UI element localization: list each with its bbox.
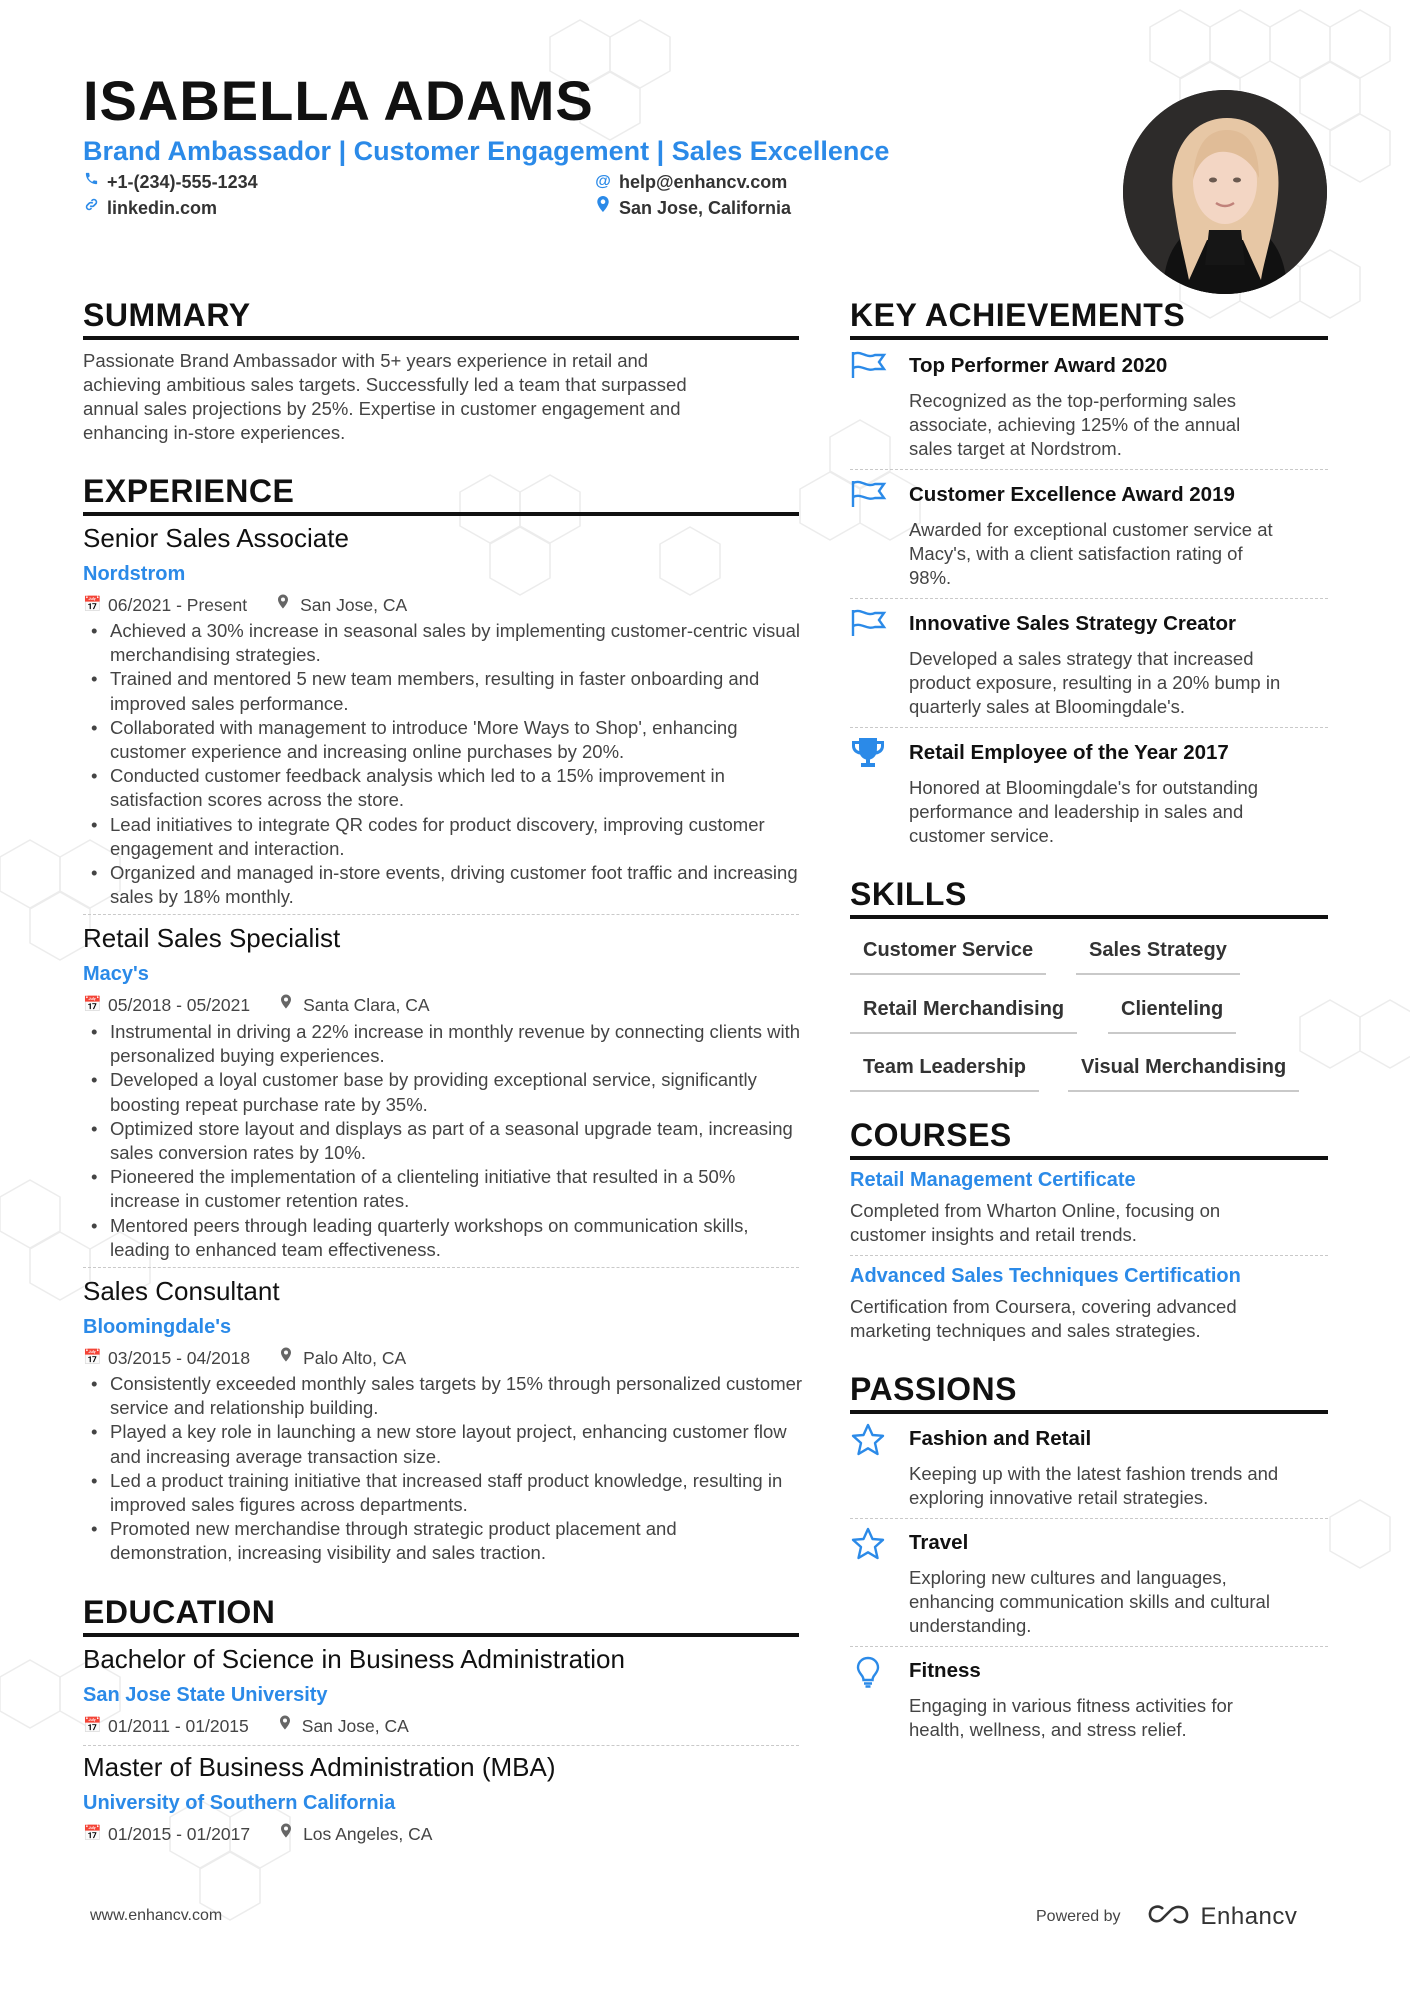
- at-sign-icon: @: [595, 173, 611, 190]
- calendar-icon: 📅: [83, 1717, 102, 1734]
- passion-title: Fitness: [909, 1659, 981, 1682]
- phone-text: +1-(234)-555-1234: [107, 172, 258, 192]
- job-location: Palo Alto, CA: [303, 1348, 407, 1368]
- location-pin-icon: [278, 994, 294, 1016]
- candidate-name: ISABELLA ADAMS: [83, 69, 594, 132]
- achievement-separator: [850, 469, 1328, 470]
- job-bullet: • Optimized store layout and displays as part of a seasonal upgrade team, increasing sales conversion rates by 10%.: [83, 1117, 803, 1165]
- location-pin-icon: [275, 594, 291, 616]
- calendar-icon: 📅: [83, 596, 102, 613]
- achievement-description: [909, 389, 1339, 461]
- linkedin-text: linkedin.com: [107, 198, 218, 218]
- experience-divider: [83, 512, 799, 516]
- candidate-subtitle: Brand Ambassador | Customer Engagement | Sales Excellence: [83, 136, 890, 166]
- passion-line: Keeping up with the latest fashion trends and: [909, 1463, 1279, 1484]
- achievements-heading: KEY ACHIEVEMENTS: [850, 297, 1186, 333]
- achievement-line: associate, achieving 125% of the annual: [909, 414, 1241, 435]
- course-line: customer insights and retail trends.: [850, 1224, 1137, 1245]
- job-bullet: • Promoted new merchandise through strategic product placement and demonstration, increasing visibility and sales traction.: [83, 1517, 803, 1565]
- powered-by-label: Powered by: [1036, 1908, 1121, 1925]
- passion-title: Travel: [909, 1531, 969, 1554]
- achievement-title: Top Performer Award 2020: [909, 354, 1168, 377]
- job-title: Retail Sales Specialist: [83, 923, 341, 953]
- job-meta: [83, 994, 430, 1016]
- job-meta: [83, 594, 407, 616]
- location-pin-icon: [277, 1715, 293, 1737]
- education-location: San Jose, CA: [301, 1716, 409, 1736]
- experience-heading: EXPERIENCE: [83, 473, 295, 509]
- education-location: Los Angeles, CA: [303, 1824, 433, 1844]
- location-text: San Jose, California: [619, 198, 792, 218]
- achievement-title: Retail Employee of the Year 2017: [909, 741, 1229, 764]
- job-bullet: • Consistently exceeded monthly sales targets by 15% through personalized customer service and relationship building.: [83, 1372, 803, 1420]
- job-bullet: • Played a key role in launching a new store layout project, enhancing customer flow and increasing average transaction size.: [83, 1420, 803, 1468]
- achievement-description: [909, 518, 1339, 590]
- passions-divider: [850, 1410, 1328, 1414]
- footer-powered-by[interactable]: [1036, 1903, 1297, 1931]
- skill-tag: Customer Service: [850, 937, 1046, 975]
- achievement-title: Customer Excellence Award 2019: [909, 483, 1235, 506]
- achievement-separator: [850, 727, 1328, 728]
- passion-line: Engaging in various fitness activities for: [909, 1695, 1233, 1716]
- location-pin-icon: [595, 196, 611, 220]
- enhancv-logo-icon: [1147, 1904, 1191, 1931]
- flag-icon: [850, 479, 890, 513]
- lightbulb-icon: [850, 1655, 890, 1689]
- summary-text: [83, 349, 803, 445]
- company-name: Bloomingdale's: [83, 1316, 232, 1338]
- job-location: San Jose, CA: [300, 595, 408, 615]
- achievements-divider: [850, 336, 1328, 340]
- link-icon: [83, 196, 99, 220]
- achievement-line: quarterly sales at Bloomingdale's.: [909, 696, 1186, 717]
- job-bullets: [83, 1372, 803, 1566]
- courses-divider: [850, 1156, 1328, 1160]
- passion-description: [909, 1694, 1339, 1742]
- skills-heading: SKILLS: [850, 876, 967, 912]
- achievement-separator: [850, 598, 1328, 599]
- summary-line: achieving ambitious sales targets. Successfully led a team that surpassed: [83, 374, 687, 395]
- achievement-line: product exposure, resulting in a 20% bump in: [909, 672, 1281, 693]
- course-line: Completed from Wharton Online, focusing on: [850, 1200, 1221, 1221]
- star-icon: [850, 1527, 890, 1561]
- passion-separator: [850, 1518, 1328, 1519]
- job-bullet: • Collaborated with management to introduce 'More Ways to Shop', enhancing customer experience and increasing online purchases by 20%.: [83, 716, 803, 764]
- brand-name: Enhancv: [1200, 1903, 1298, 1930]
- calendar-icon: 📅: [83, 996, 102, 1013]
- job-bullet: • Trained and mentored 5 new team members, resulting in faster onboarding and improved sales performance.: [83, 667, 803, 715]
- summary-line: annual sales projections by 25%. Expertise in customer engagement and: [83, 398, 681, 419]
- job-title: Senior Sales Associate: [83, 523, 349, 553]
- education-heading: EDUCATION: [83, 1594, 276, 1630]
- skill-tag: Visual Merchandising: [1068, 1054, 1299, 1092]
- education-meta: [83, 1823, 432, 1845]
- passion-description: [909, 1566, 1339, 1638]
- job-title: Sales Consultant: [83, 1276, 280, 1306]
- job-bullet: • Lead initiatives to integrate QR codes for product discovery, improving customer engagement and interaction.: [83, 813, 803, 861]
- company-name: Nordstrom: [83, 563, 186, 585]
- skill-tag: Sales Strategy: [1076, 937, 1240, 975]
- summary-line: enhancing in-store experiences.: [83, 422, 346, 443]
- achievement-line: Honored at Bloomingdale's for outstanding: [909, 777, 1259, 798]
- achievement-line: Recognized as the top-performing sales: [909, 390, 1237, 411]
- achievement-description: [909, 776, 1339, 848]
- achievement-title: Innovative Sales Strategy Creator: [909, 612, 1236, 635]
- achievement-line: Macy's, with a client satisfaction rating of: [909, 543, 1243, 564]
- achievement-line: Awarded for exceptional customer service at: [909, 519, 1273, 540]
- flag-icon: [850, 350, 890, 384]
- courses-heading: COURSES: [850, 1117, 1012, 1153]
- course-line: Certification from Coursera, covering advanced: [850, 1296, 1237, 1317]
- job-bullets: [83, 619, 803, 909]
- course-title: Advanced Sales Techniques Certification: [850, 1265, 1241, 1287]
- job-meta: [83, 1347, 406, 1369]
- footer-website[interactable]: www.enhancv.com: [90, 1907, 223, 1924]
- passions-heading: PASSIONS: [850, 1371, 1017, 1407]
- company-name: Macy's: [83, 963, 149, 985]
- skill-tag: Clienteling: [1108, 996, 1236, 1034]
- job-bullet: • Organized and managed in-store events, driving customer foot traffic and increasing sales by 18% monthly.: [83, 861, 803, 909]
- achievement-line: sales target at Nordstrom.: [909, 438, 1122, 459]
- job-bullet: • Mentored peers through leading quarterly workshops on communication skills, leading to enhanced team effectiveness.: [83, 1214, 803, 1262]
- passion-description: [909, 1462, 1339, 1510]
- passion-title: Fashion and Retail: [909, 1427, 1092, 1450]
- course-description: [850, 1295, 1330, 1343]
- education-separator: [83, 1745, 799, 1746]
- passion-line: enhancing communication skills and cultural: [909, 1591, 1270, 1612]
- email-text: help@enhancv.com: [619, 172, 788, 192]
- passion-line: understanding.: [909, 1615, 1032, 1636]
- trophy-icon: [850, 736, 890, 770]
- job-separator: [83, 914, 799, 915]
- education-dates: 01/2011 - 01/2015: [108, 1716, 249, 1736]
- profile-photo: [1123, 90, 1327, 294]
- contact-linkedin[interactable]: [83, 196, 217, 220]
- job-bullet: • Developed a loyal customer base by providing exceptional service, significantly boosting repeat purchase rate by 35%.: [83, 1068, 803, 1116]
- calendar-icon: 📅: [83, 1349, 102, 1366]
- passion-line: exploring innovative retail strategies.: [909, 1487, 1209, 1508]
- achievement-description: [909, 647, 1339, 719]
- job-separator: [83, 1267, 799, 1268]
- passion-line: Exploring new cultures and languages,: [909, 1567, 1227, 1588]
- course-title: Retail Management Certificate: [850, 1169, 1136, 1191]
- contact-email[interactable]: [595, 170, 787, 194]
- job-bullet: • Achieved a 30% increase in seasonal sales by implementing customer-centric visual merchandising strategies.: [83, 619, 803, 667]
- achievement-line: 98%.: [909, 567, 952, 588]
- summary-heading: SUMMARY: [83, 297, 251, 333]
- achievement-line: Developed a sales strategy that increased: [909, 648, 1254, 669]
- job-dates: 05/2018 - 05/2021: [108, 995, 251, 1015]
- school-name: San Jose State University: [83, 1684, 328, 1706]
- job-bullets: [83, 1020, 803, 1262]
- location-pin-icon: [278, 1347, 294, 1369]
- job-dates: 06/2021 - Present: [108, 595, 248, 615]
- skills-divider: [850, 915, 1328, 919]
- passion-line: health, wellness, and stress relief.: [909, 1719, 1187, 1740]
- passion-separator: [850, 1646, 1328, 1647]
- job-bullet: • Instrumental in driving a 22% increase in monthly revenue by connecting clients with personalized buying experiences.: [83, 1020, 803, 1068]
- skill-tag: Team Leadership: [850, 1054, 1039, 1092]
- calendar-icon: 📅: [83, 1825, 102, 1842]
- summary-divider: [83, 336, 799, 340]
- school-name: University of Southern California: [83, 1792, 396, 1814]
- achievement-line: customer service.: [909, 825, 1054, 846]
- star-icon: [850, 1423, 890, 1457]
- skill-tag: Retail Merchandising: [850, 996, 1077, 1034]
- course-line: marketing techniques and sales strategies.: [850, 1320, 1201, 1341]
- course-description: [850, 1199, 1330, 1247]
- education-divider: [83, 1633, 799, 1637]
- job-bullet: • Led a product training initiative that increased staff product knowledge, resulting in improved sales figures across departments.: [83, 1469, 803, 1517]
- education-meta: [83, 1715, 409, 1737]
- course-separator: [850, 1255, 1328, 1256]
- job-bullet: • Pioneered the implementation of a clienteling initiative that resulted in a 50% increase in customer retention rates.: [83, 1165, 803, 1213]
- contact-location: [595, 196, 791, 220]
- phone-icon: [83, 170, 99, 194]
- degree-title: Master of Business Administration (MBA): [83, 1752, 556, 1782]
- achievement-line: performance and leadership in sales and: [909, 801, 1244, 822]
- summary-line: Passionate Brand Ambassador with 5+ years experience in retail and: [83, 350, 649, 371]
- job-bullet: • Conducted customer feedback analysis which led to a 15% improvement in satisfaction scores across the store.: [83, 764, 803, 812]
- contact-phone[interactable]: [83, 170, 258, 194]
- location-pin-icon: [278, 1823, 294, 1845]
- flag-icon: [850, 608, 890, 642]
- job-location: Santa Clara, CA: [303, 995, 430, 1015]
- degree-title: Bachelor of Science in Business Administration: [83, 1644, 625, 1674]
- education-dates: 01/2015 - 01/2017: [108, 1824, 251, 1844]
- job-dates: 03/2015 - 04/2018: [108, 1348, 251, 1368]
